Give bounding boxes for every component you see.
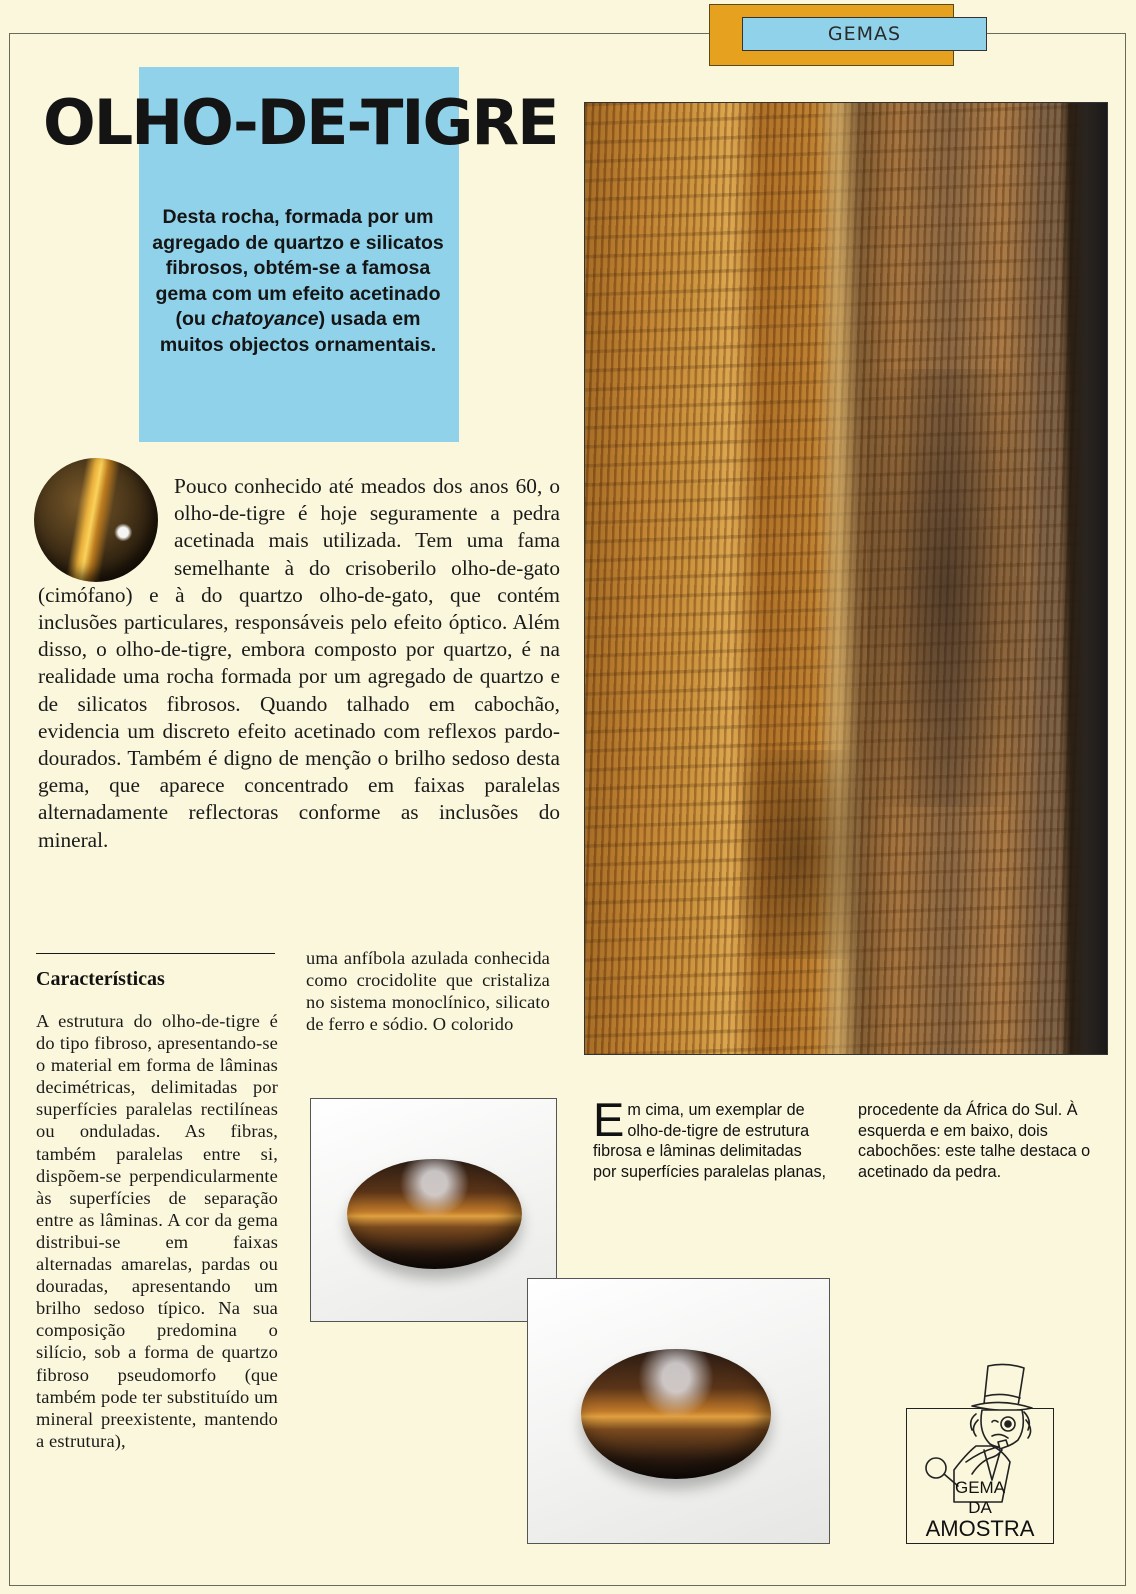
article-body-text: Pouco conhecido até meados dos anos 60, o olho-de-tigre é hoje seguramente a pedra acetinada mais utilizada. Tem uma fama semelhante à do crisoberilo olho-de-gato (cimófano) e à do quartzo olho-de-gato, que contém inclusões particulares, responsáveis pelo efeito óptico. Além disso, o olho-de-tigre, embora composto por quartzo, é na realidade uma rocha formada por um agregado de quartzo e de silicatos fibrosos. Quando talhado em cabochão, evidencia um discreto efeito acetinado com reflexos pardo-dourados. Também é digno de menção o brilho sedoso desta gema, que aparece concentrado em faixas paralelas alternadamente reflectoras conforme as inclusões do mineral. bbox=[38, 474, 560, 852]
gema-da-amostra-logo bbox=[906, 1362, 1056, 1546]
section-divider bbox=[36, 953, 275, 954]
cabochon-gem bbox=[581, 1349, 771, 1479]
section-tab: GEMAS bbox=[742, 17, 987, 51]
photo-caption-2: procedente da África do Sul. À esquerda e em baixo, dois cabochões: este talhe destaca o acetinado da pedra. bbox=[858, 1101, 1091, 1181]
photo-dark-region bbox=[867, 369, 1024, 806]
intro-text-a: Desta rocha, formada por um agregado de quartzo e silicatos fibrosos, obtém-se a famosa gema com um efeito acetinado (ou bbox=[152, 206, 444, 330]
intro-text-b: ) usada em muitos objectos ornamentais. bbox=[159, 308, 437, 356]
gem-photo-spacer bbox=[38, 473, 174, 581]
intro-italic-term: chatoyance bbox=[211, 308, 319, 330]
intro-lead bbox=[152, 205, 444, 358]
cabochon-gem bbox=[347, 1159, 522, 1269]
caption-1-text: m cima, um exemplar de olho-de-tigre de estrutura fibrosa e lâminas delimitadas por superfícies paralelas planas, bbox=[593, 1101, 827, 1181]
article-title: OLHO-DE-TIGRE bbox=[43, 86, 558, 159]
characteristics-heading: Características bbox=[36, 968, 165, 990]
characteristics-column-1: A estrutura do olho-de-tigre é do tipo fibroso, apresentando-se o material em forma de lâminas decimétricas, delimitadas por superfícies paralelas rectilíneas ou onduladas. As fibras, também paralelas entre si, dispõem-se perpendicularmente às superfícies de separação entre as lâminas. A cor da gema distribui-se em faixas alternadas amarelas, pardas ou douradas, apresentando um brilho sedoso típico. Na sua composição predomina o silício, sob a forma de quartzo fibroso pseudomorfo (que também pode ter substituído um mineral preexistente, mantendo a estrutura), bbox=[36, 1011, 278, 1451]
photo-caption-1 bbox=[593, 1093, 828, 1182]
logo-line-da: DA bbox=[968, 1498, 992, 1517]
photo-dark-region bbox=[742, 750, 857, 959]
caption-dropcap: E bbox=[593, 1093, 625, 1146]
article-body bbox=[38, 473, 560, 854]
characteristics-column-2: uma anfíbola azulada conhecida como crocidolite que cristaliza no sistema monoclínico, silicato de ferro e sódio. O colorido bbox=[306, 948, 550, 1035]
tiger-eye-specimen-photo bbox=[584, 102, 1108, 1055]
cabochon-photo-2 bbox=[527, 1278, 830, 1544]
logo-line-amostra: AMOSTRA bbox=[925, 1516, 1035, 1541]
logo-line-gema: GEMA bbox=[954, 1478, 1006, 1497]
cabochon-photo-1 bbox=[310, 1098, 557, 1322]
